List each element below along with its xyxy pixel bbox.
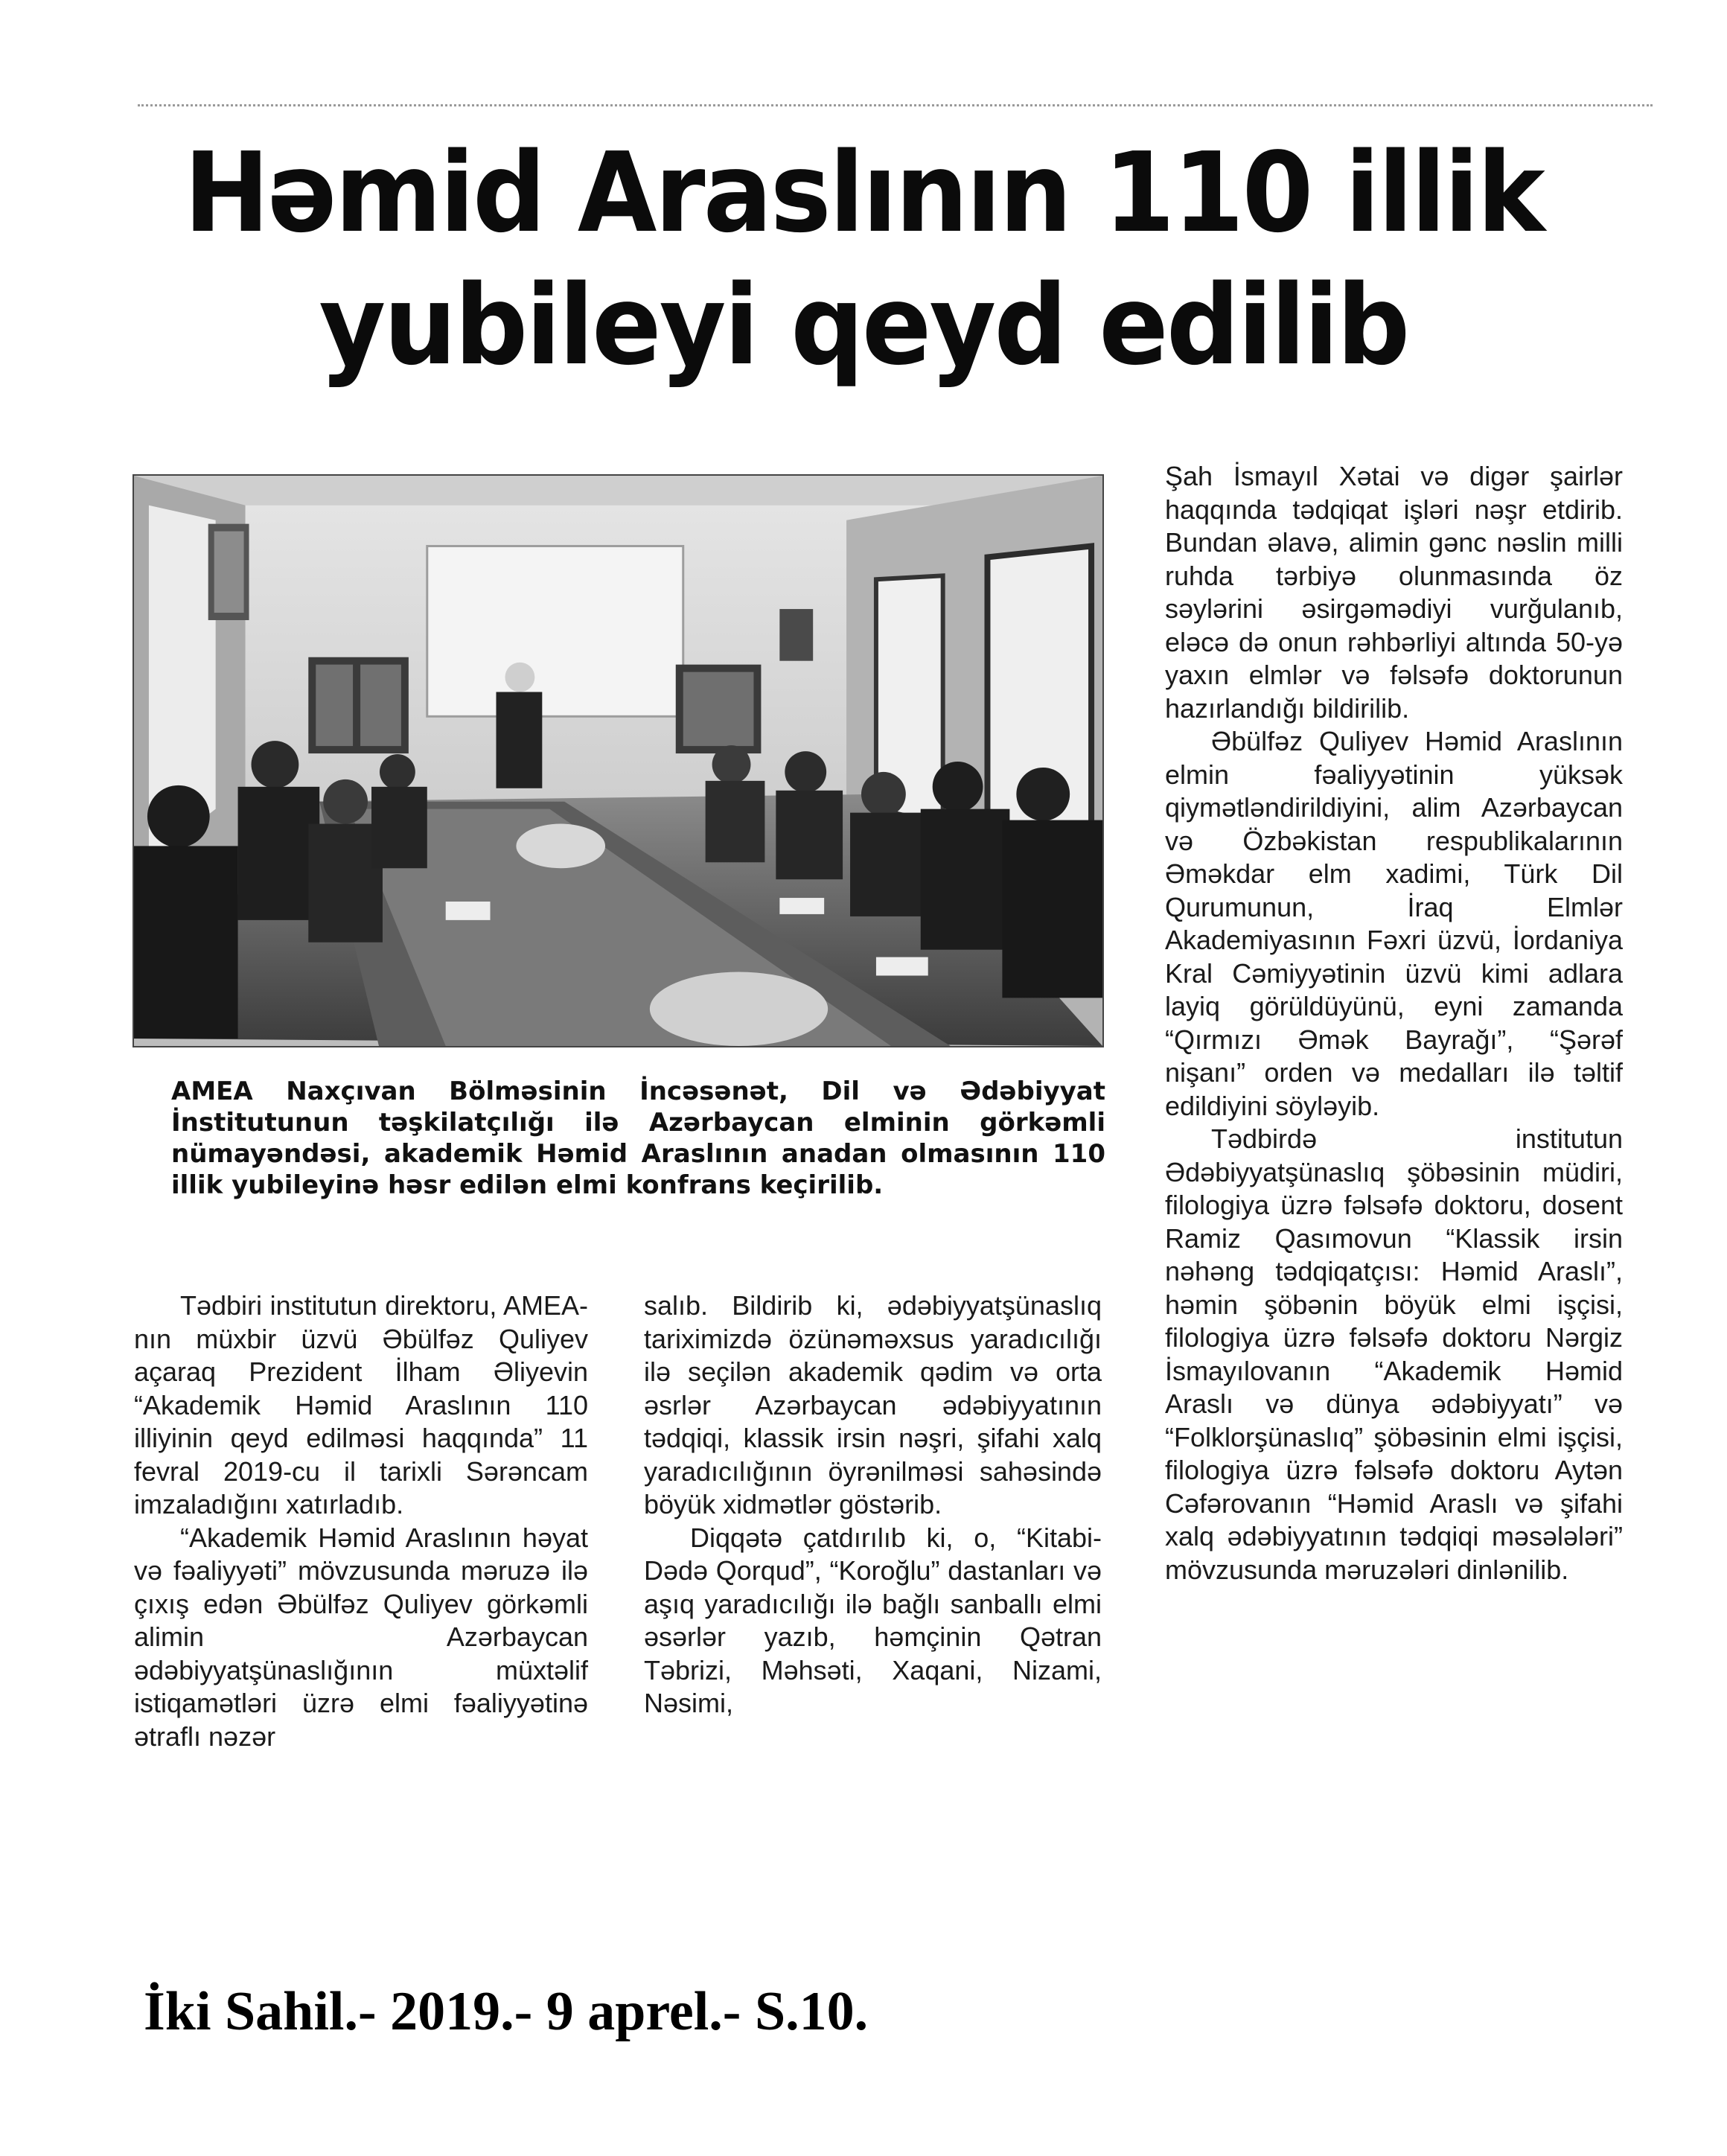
- article-column-3: [1165, 460, 1623, 1586]
- paragraph: Şah İsmayıl Xətai və digər şairlər haqqında tədqiqat işləri nəşr etdirib. Bundan əlavə, alimin gənc nəslin milli ruhda tərbiyə olunmasında öz səylərini əsirgəmədiyi vurğulanıb, eləcə də onun rəhbərliyi altında 50-yə yaxın elmlər və fəlsəfə doktorunun hazırlandığı bildirilib.: [1165, 461, 1623, 724]
- photo-caption: AMEA Naxçıvan Bölməsinin İncəsənət, Dil və Ədəbiyyat İnstitutunun təşkilatçılığı ilə Azərbaycan elminin görkəmli nümayəndəsi, akademik Həmid Araslının anadan olmasının 110 illik yubileyinə həsr edilən elmi konfrans keçirilib.: [171, 1077, 1105, 1200]
- headline-line-1: Həmid Araslının 110 illik: [184, 129, 1543, 257]
- top-dotted-rule: [138, 104, 1653, 106]
- conference-room-photo: [134, 476, 1102, 1046]
- paragraph: “Akademik Həmid Araslının həyat və fəaliyyəti” mövzusunda məruzə ilə çıxış edən Əbülfəz Quliyev görkəmli alimin Azərbaycan ədəbiyyatşünaslığının müxtəlif istiqamətləri üzrə elmi fəaliyyətinə ətraflı nəzər: [134, 1522, 588, 1752]
- paragraph: Tədbirdə institutun Ədəbiyyatşünaslıq şöbəsinin müdiri, filologiya üzrə fəlsəfə doktoru, dosent Ramiz Qasımovun “Klassik irsin nəhəng tədqiqatçısı: Həmid Araslı”, həmin şöbənin böyük elmi işçisi, filologiya üzrə fəlsəfə doktoru Nərgiz İsmayılovanın “Akademik Həmid Araslı və dünya ədəbiyyatı” və “Folklorşünaslıq” şöbəsinin elmi işçisi, filologiya üzrə fəlsəfə doktoru Aytən Cəfərovanın “Həmid Araslı və şifahi xalq ədəbiyyatının tədqiqi məsələləri” mövzusunda məruzələri dinlənilib.: [1165, 1123, 1623, 1585]
- article-column-1: [134, 1289, 588, 1753]
- source-citation: İki Sahil.- 2019.- 9 aprel.- S.10.: [144, 1981, 869, 2042]
- paragraph: Tədbiri institutun direktoru, AMEA-nın müxbir üzvü Əbülfəz Quliyev açaraq Prezident İlham Əliyevin “Akademik Həmid Araslının 110 illiyinin qeyd edilməsi haqqında” 11 fevral 2019-cu il tarixli Sərəncam imzaladığını xatırladıb.: [134, 1290, 588, 1519]
- conference-photo: [133, 474, 1104, 1047]
- paragraph: salıb. Bildirib ki, ədəbiyyatşünaslıq tariximizdə özünəməxsus yaradıcılığı ilə seçilən akademik qədim və orta əsrlər Azərbaycan ədəbiyyatının tədqiqi, klassik irsin nəşri, şifahi xalq yaradıcılığının öyrənilməsi sahəsində böyük xidmətlər göstərib.: [644, 1290, 1102, 1519]
- article-column-2: [644, 1289, 1102, 1720]
- headline: [112, 129, 1615, 389]
- paragraph: Əbülfəz Quliyev Həmid Araslının elmin fəaliyyətinin yüksək qiymətləndirildiyini, alim Azərbaycan və Özbəkistan respublikalarının Əməkdar elm xadimi, Türk Dil Qurumunun, İraq Elmlər Akademiyasının Fəxri üzvü, İordaniya Kral Cəmiyyətinin üzvü kimi adlara layiq görüldüyünü, eyni zamanda “Qırmızı Əmək Bayrağı”, “Şərəf nişanı” orden və medalları ilə təltif edildiyini söyləyib.: [1165, 726, 1623, 1121]
- paragraph: Diqqətə çatdırılıb ki, o, “Kitabi-Dədə Qorqud”, “Koroğlu” dastanları və aşıq yaradıcılığı ilə bağlı sanballı elmi əsərlər yazıb, həmçinin Qətran Təbrizi, Məhsəti, Xaqani, Nizami, Nəsimi,: [644, 1522, 1102, 1718]
- headline-line-2: yubileyi qeyd edilib: [319, 261, 1408, 389]
